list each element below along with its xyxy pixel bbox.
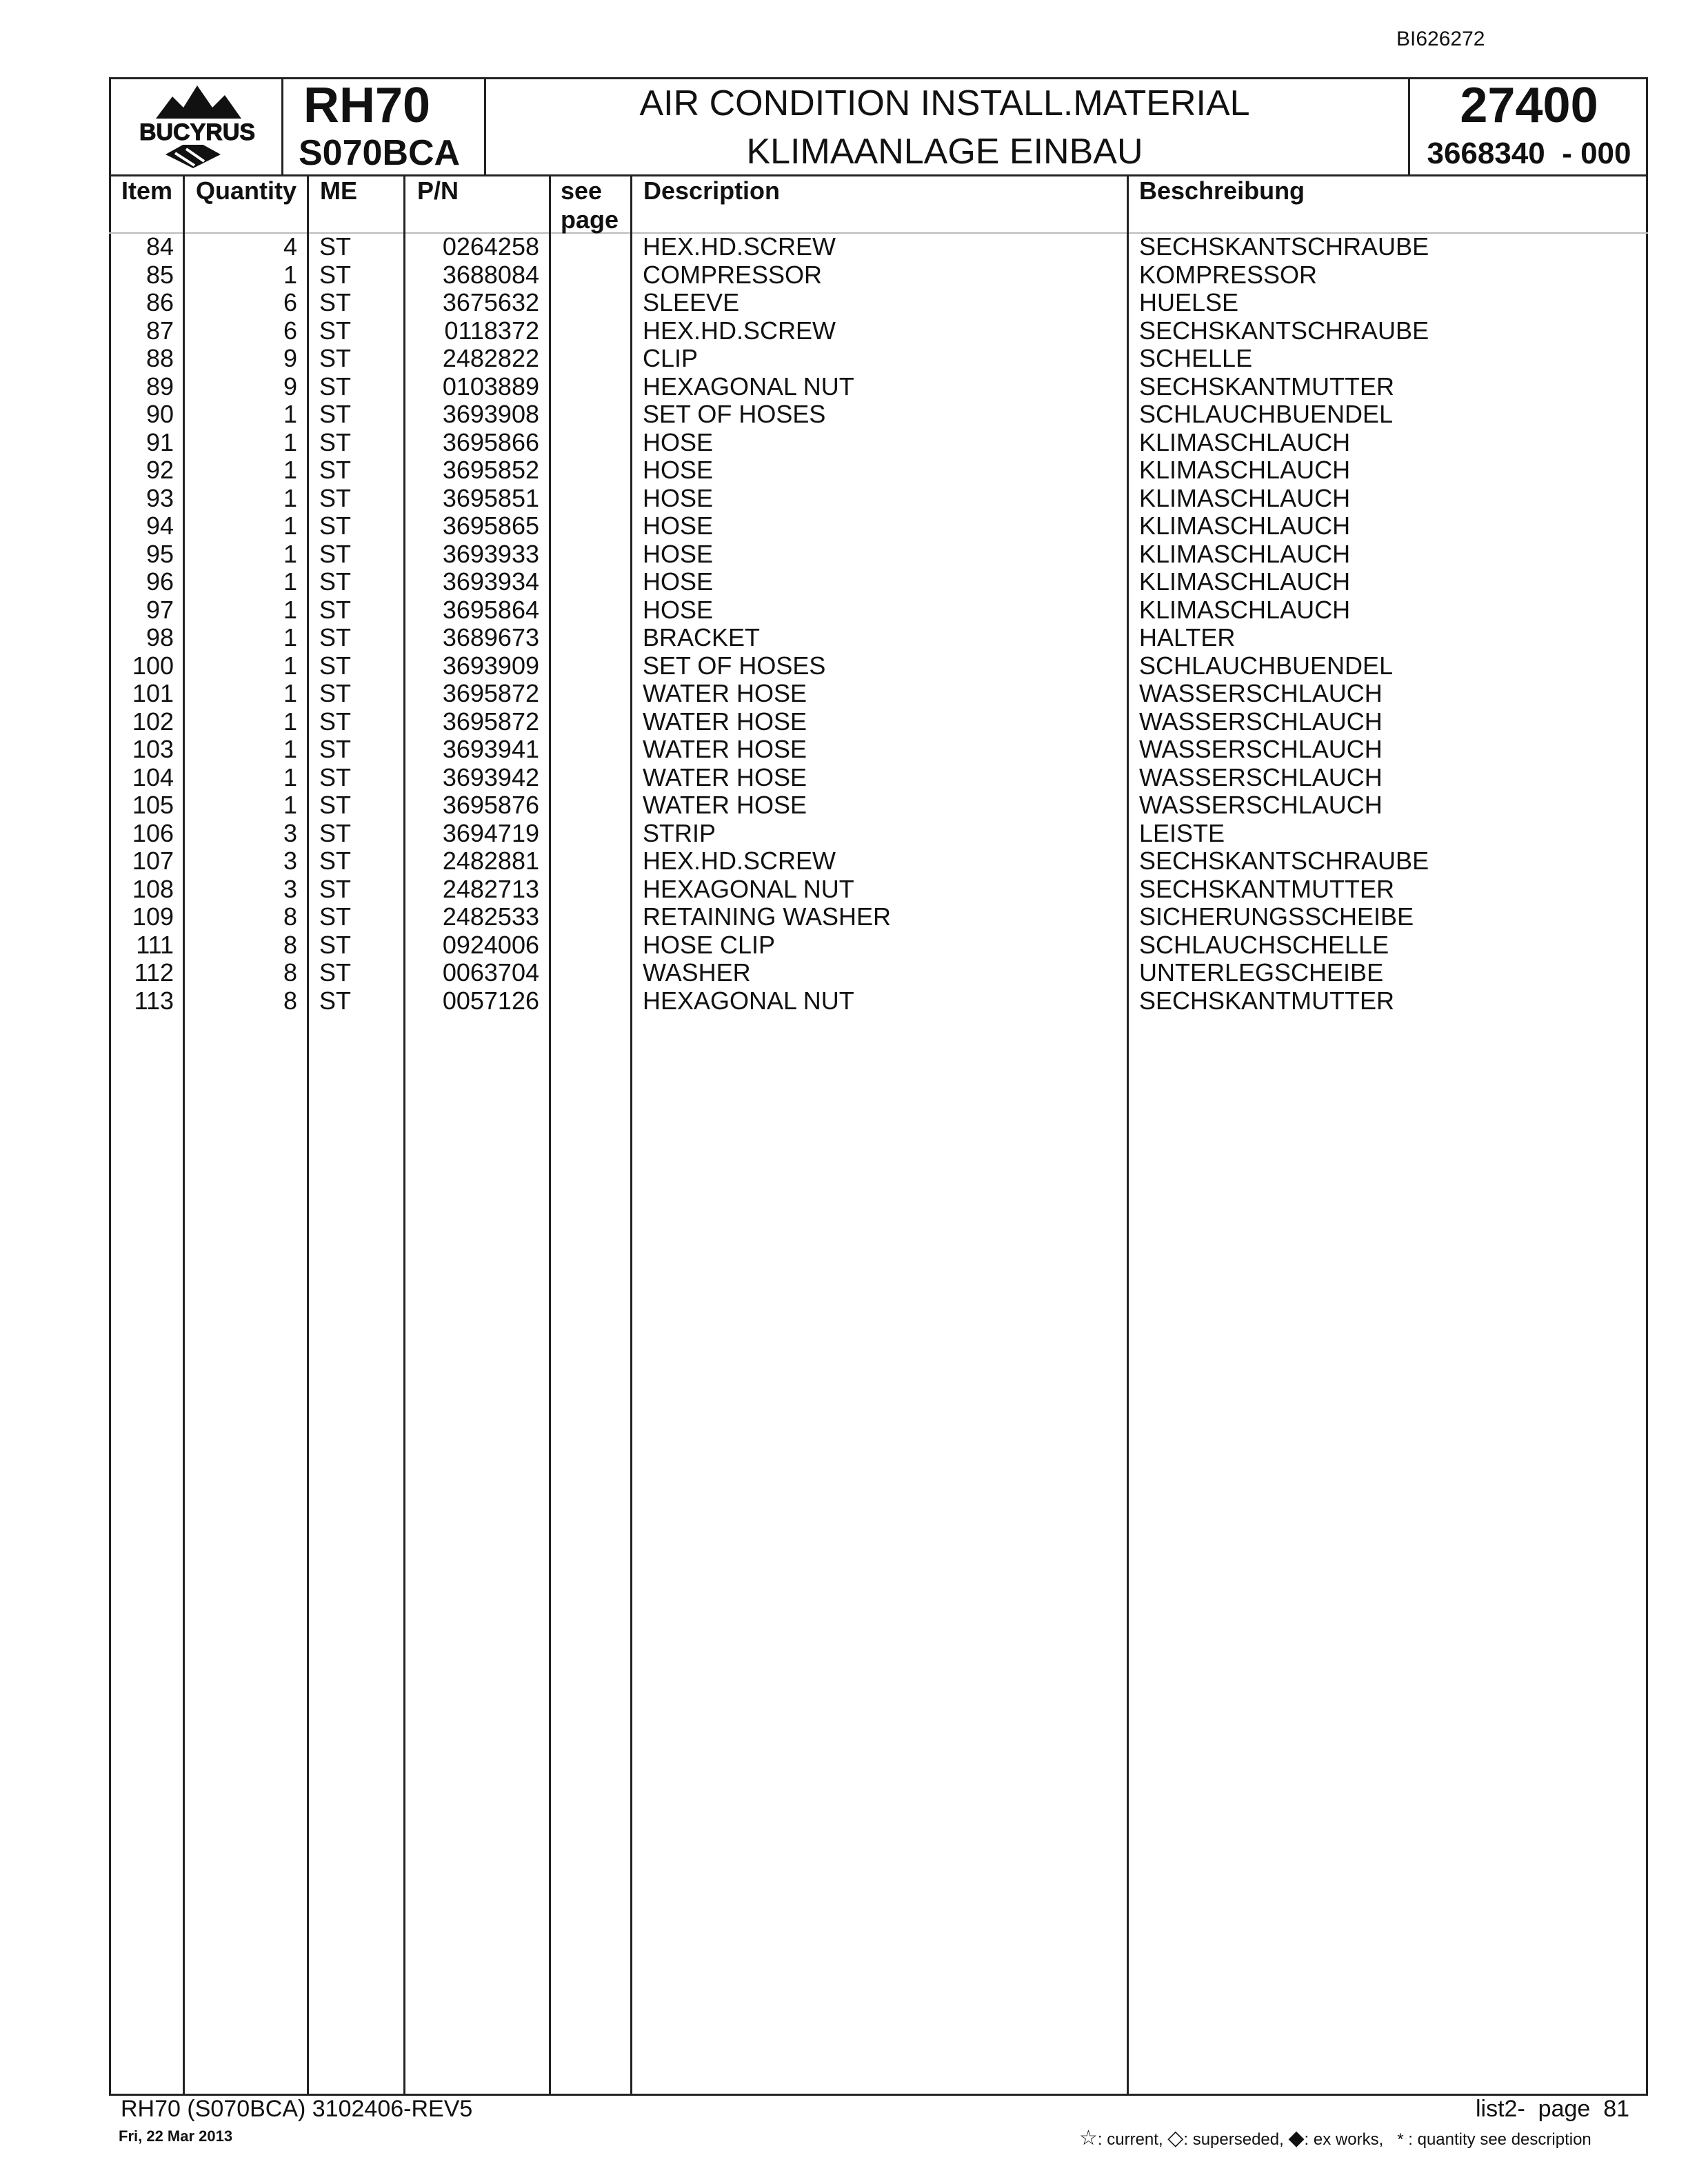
- beschreibung: SCHELLE: [1139, 344, 1253, 372]
- quantity: 6: [283, 288, 297, 316]
- item-number: 106: [132, 818, 174, 847]
- beschreibung: KLIMASCHLAUCH: [1139, 539, 1351, 568]
- col-header-beschreibung: Beschreibung: [1139, 176, 1305, 205]
- quantity: 3: [283, 818, 297, 847]
- header-sep-logo: [281, 77, 283, 175]
- part-number: 0063704: [442, 958, 539, 987]
- beschreibung: LEISTE: [1139, 818, 1225, 847]
- col-header-see: see: [561, 176, 603, 205]
- item-number: 86: [145, 288, 174, 316]
- quantity: 1: [283, 791, 297, 819]
- unit: ST: [319, 372, 352, 401]
- beschreibung: HUELSE: [1139, 288, 1239, 316]
- model-name: RH70: [303, 78, 431, 133]
- quantity: 8: [283, 902, 297, 931]
- beschreibung: WASSERSCHLAUCH: [1139, 791, 1383, 819]
- quantity: 1: [283, 595, 297, 624]
- table-row: [0, 429, 1688, 456]
- part-number: 2482713: [442, 874, 539, 903]
- part-number: 0264258: [442, 232, 539, 261]
- item-number: 96: [145, 567, 174, 596]
- beschreibung: SCHLAUCHBUENDEL: [1139, 400, 1394, 428]
- bucyrus-logo: [117, 77, 277, 174]
- item-number: 84: [145, 232, 174, 261]
- table-row: [0, 596, 1688, 624]
- unit: ST: [319, 818, 352, 847]
- beschreibung: SECHSKANTMUTTER: [1139, 372, 1395, 401]
- item-number: 108: [132, 874, 174, 903]
- star-outline-icon: ☆: [1079, 2127, 1098, 2150]
- table-row: [0, 764, 1688, 791]
- quantity: 1: [283, 679, 297, 707]
- part-number: 3695864: [442, 595, 539, 624]
- quantity: 8: [283, 986, 297, 1015]
- unit: ST: [319, 874, 352, 903]
- footer-document-ref: RH70 (S070BCA) 3102406-REV5: [121, 2096, 473, 2122]
- part-number: 2482822: [442, 344, 539, 372]
- quantity: 3: [283, 874, 297, 903]
- table-row: [0, 345, 1688, 372]
- unit: ST: [319, 902, 352, 931]
- beschreibung: KLIMASCHLAUCH: [1139, 595, 1351, 624]
- diamond-filled-icon: ◆: [1288, 2127, 1305, 2150]
- part-number: 3688084: [442, 260, 539, 289]
- unit: ST: [319, 791, 352, 819]
- unit: ST: [319, 762, 352, 791]
- beschreibung: SECHSKANTSCHRAUBE: [1139, 232, 1429, 261]
- part-number: 3695866: [442, 427, 539, 456]
- part-number: 0118372: [444, 316, 539, 345]
- description: HOSE: [643, 595, 714, 624]
- beschreibung: KLIMASCHLAUCH: [1139, 567, 1351, 596]
- description: COMPRESSOR: [643, 260, 823, 289]
- item-number: 111: [136, 930, 174, 959]
- legend-current: : current,: [1097, 2130, 1163, 2149]
- item-number: 107: [132, 847, 174, 875]
- unit: ST: [319, 847, 352, 875]
- table-row: [0, 736, 1688, 763]
- unit: ST: [319, 427, 352, 456]
- part-number: 0057126: [442, 986, 539, 1015]
- table-row: [0, 233, 1688, 261]
- description: HOSE: [643, 483, 714, 512]
- table-row: [0, 791, 1688, 819]
- unit: ST: [319, 539, 352, 568]
- unit: ST: [319, 651, 352, 680]
- description: WATER HOSE: [643, 791, 807, 819]
- item-number: 87: [145, 316, 174, 345]
- table-row: [0, 820, 1688, 847]
- table-row: [0, 289, 1688, 316]
- table-row: [0, 680, 1688, 707]
- beschreibung: WASSERSCHLAUCH: [1139, 735, 1383, 763]
- description: HOSE: [643, 539, 714, 568]
- table-row: [0, 987, 1688, 1015]
- col-header-description: Description: [643, 176, 781, 205]
- part-number: 3695851: [442, 483, 539, 512]
- quantity: 1: [283, 735, 297, 763]
- part-number: 2482533: [442, 902, 539, 931]
- description: SLEEVE: [643, 288, 740, 316]
- part-number: 3695865: [442, 512, 539, 540]
- table-row: [0, 261, 1688, 289]
- model-code: S070BCA: [299, 133, 461, 173]
- item-number: 92: [145, 456, 174, 484]
- title-english: AIR CONDITION INSTALL.MATERIAL: [639, 83, 1250, 123]
- part-number: 3695876: [442, 791, 539, 819]
- description: SET OF HOSES: [643, 651, 826, 680]
- part-number: 3693934: [442, 567, 539, 596]
- unit: ST: [319, 288, 352, 316]
- table-row: [0, 652, 1688, 680]
- item-number: 109: [132, 902, 174, 931]
- footer-legend: [1079, 2126, 1591, 2150]
- diamond-outline-icon: ◇: [1167, 2127, 1184, 2150]
- footer-page-number: list2- page 81: [1476, 2096, 1630, 2122]
- description: STRIP: [643, 818, 716, 847]
- table-row: [0, 456, 1688, 484]
- part-number: 3675632: [442, 288, 539, 316]
- description: SET OF HOSES: [643, 400, 826, 428]
- item-number: 85: [145, 260, 174, 289]
- item-number: 95: [145, 539, 174, 568]
- description: WATER HOSE: [643, 707, 807, 736]
- table-row: [0, 708, 1688, 736]
- quantity: 1: [283, 762, 297, 791]
- item-number: 113: [134, 986, 174, 1015]
- quantity: 4: [283, 232, 297, 261]
- beschreibung: KLIMASCHLAUCH: [1139, 512, 1351, 540]
- beschreibung: SCHLAUCHSCHELLE: [1139, 930, 1389, 959]
- unit: ST: [319, 316, 352, 345]
- item-number: 101: [132, 679, 174, 707]
- quantity: 3: [283, 847, 297, 875]
- part-number: 2482881: [442, 847, 539, 875]
- table-row: [0, 512, 1688, 540]
- quantity: 1: [283, 483, 297, 512]
- col-header-me: ME: [320, 176, 357, 205]
- unit: ST: [319, 260, 352, 289]
- unit: ST: [319, 512, 352, 540]
- beschreibung: SICHERUNGSSCHEIBE: [1139, 902, 1414, 931]
- table-row: [0, 931, 1688, 959]
- table-row: [0, 317, 1688, 345]
- item-number: 88: [145, 344, 174, 372]
- item-number: 97: [145, 595, 174, 624]
- quantity: 9: [283, 372, 297, 401]
- quantity: 1: [283, 567, 297, 596]
- item-number: 102: [132, 707, 174, 736]
- col-header-pn: P/N: [417, 176, 459, 205]
- unit: ST: [319, 958, 352, 987]
- unit: ST: [319, 930, 352, 959]
- part-number: 3689673: [442, 623, 539, 651]
- part-number: 3695852: [442, 456, 539, 484]
- quantity: 8: [283, 930, 297, 959]
- table-row: [0, 959, 1688, 987]
- item-number: 104: [132, 762, 174, 791]
- quantity: 1: [283, 456, 297, 484]
- table-row: [0, 624, 1688, 651]
- part-number: 0924006: [442, 930, 539, 959]
- unit: ST: [319, 232, 352, 261]
- quantity: 9: [283, 344, 297, 372]
- beschreibung: SECHSKANTMUTTER: [1139, 874, 1395, 903]
- description: WATER HOSE: [643, 762, 807, 791]
- description: WATER HOSE: [643, 679, 807, 707]
- description: HEXAGONAL NUT: [643, 986, 854, 1015]
- beschreibung: SECHSKANTSCHRAUBE: [1139, 847, 1429, 875]
- item-number: 90: [145, 400, 174, 428]
- table-row: [0, 540, 1688, 568]
- item-number: 100: [132, 651, 174, 680]
- beschreibung: KLIMASCHLAUCH: [1139, 427, 1351, 456]
- quantity: 1: [283, 400, 297, 428]
- part-number: 3693942: [442, 762, 539, 791]
- beschreibung: WASSERSCHLAUCH: [1139, 707, 1383, 736]
- beschreibung: KLIMASCHLAUCH: [1139, 456, 1351, 484]
- table-row: [0, 485, 1688, 512]
- col-header-page: page: [561, 205, 619, 234]
- col-header-quantity: Quantity: [196, 176, 297, 205]
- part-reference: 3668340 - 000: [1427, 136, 1631, 170]
- item-number: 94: [145, 512, 174, 540]
- description: HOSE: [643, 456, 714, 484]
- quantity: 6: [283, 316, 297, 345]
- description: HEXAGONAL NUT: [643, 372, 854, 401]
- unit: ST: [319, 735, 352, 763]
- unit: ST: [319, 707, 352, 736]
- item-number: 103: [132, 735, 174, 763]
- beschreibung: KOMPRESSOR: [1139, 260, 1318, 289]
- beschreibung: SECHSKANTSCHRAUBE: [1139, 316, 1429, 345]
- unit: ST: [319, 400, 352, 428]
- col-header-item: Item: [121, 176, 173, 205]
- legend-ex-works: : ex works,: [1304, 2130, 1384, 2149]
- unit: ST: [319, 567, 352, 596]
- description: CLIP: [643, 344, 699, 372]
- item-number: 98: [145, 623, 174, 651]
- table-row: [0, 568, 1688, 596]
- beschreibung: SECHSKANTMUTTER: [1139, 986, 1395, 1015]
- beschreibung: WASSERSCHLAUCH: [1139, 762, 1383, 791]
- description: RETAINING WASHER: [643, 902, 892, 931]
- group-number: 27400: [1460, 78, 1598, 133]
- description: HOSE: [643, 512, 714, 540]
- description: HOSE CLIP: [643, 930, 776, 959]
- quantity: 1: [283, 260, 297, 289]
- description: HOSE: [643, 427, 714, 456]
- description: HEX.HD.SCREW: [643, 232, 836, 261]
- quantity: 1: [283, 512, 297, 540]
- description: HEXAGONAL NUT: [643, 874, 854, 903]
- item-number: 89: [145, 372, 174, 401]
- beschreibung: SCHLAUCHBUENDEL: [1139, 651, 1394, 680]
- beschreibung: KLIMASCHLAUCH: [1139, 483, 1351, 512]
- item-number: 93: [145, 483, 174, 512]
- description: WATER HOSE: [643, 735, 807, 763]
- description: HOSE: [643, 567, 714, 596]
- table-row: [0, 373, 1688, 401]
- part-number: 3693909: [442, 651, 539, 680]
- document-id: BI626272: [1396, 28, 1485, 50]
- part-number: 3695872: [442, 679, 539, 707]
- unit: ST: [319, 595, 352, 624]
- legend-quantity: * : quantity see description: [1397, 2130, 1591, 2149]
- description: WASHER: [643, 958, 751, 987]
- quantity: 1: [283, 651, 297, 680]
- description: HEX.HD.SCREW: [643, 316, 836, 345]
- unit: ST: [319, 679, 352, 707]
- unit: ST: [319, 623, 352, 651]
- item-number: 105: [132, 791, 174, 819]
- quantity: 1: [283, 539, 297, 568]
- table-row: [0, 401, 1688, 428]
- unit: ST: [319, 456, 352, 484]
- part-number: 3693908: [442, 400, 539, 428]
- part-number: 3695872: [442, 707, 539, 736]
- unit: ST: [319, 344, 352, 372]
- quantity: 8: [283, 958, 297, 987]
- part-number: 0103889: [442, 372, 539, 401]
- quantity: 1: [283, 623, 297, 651]
- footer-date: Fri, 22 Mar 2013: [119, 2127, 233, 2145]
- part-number: 3694719: [442, 818, 539, 847]
- part-number: 3693933: [442, 539, 539, 568]
- beschreibung: UNTERLEGSCHEIBE: [1139, 958, 1384, 987]
- svg-text:BUCYRUS: BUCYRUS: [139, 119, 256, 145]
- table-row: [0, 876, 1688, 903]
- table-row: [0, 903, 1688, 931]
- quantity: 1: [283, 707, 297, 736]
- unit: ST: [319, 483, 352, 512]
- item-number: 91: [145, 427, 174, 456]
- table-row: [0, 847, 1688, 875]
- description: HEX.HD.SCREW: [643, 847, 836, 875]
- part-number: 3693941: [442, 735, 539, 763]
- legend-superseded: : superseded,: [1183, 2130, 1284, 2149]
- beschreibung: HALTER: [1139, 623, 1236, 651]
- quantity: 1: [283, 427, 297, 456]
- beschreibung: WASSERSCHLAUCH: [1139, 679, 1383, 707]
- description: BRACKET: [643, 623, 761, 651]
- unit: ST: [319, 986, 352, 1015]
- item-number: 112: [134, 958, 174, 987]
- title-german: KLIMAANLAGE EINBAU: [746, 132, 1143, 172]
